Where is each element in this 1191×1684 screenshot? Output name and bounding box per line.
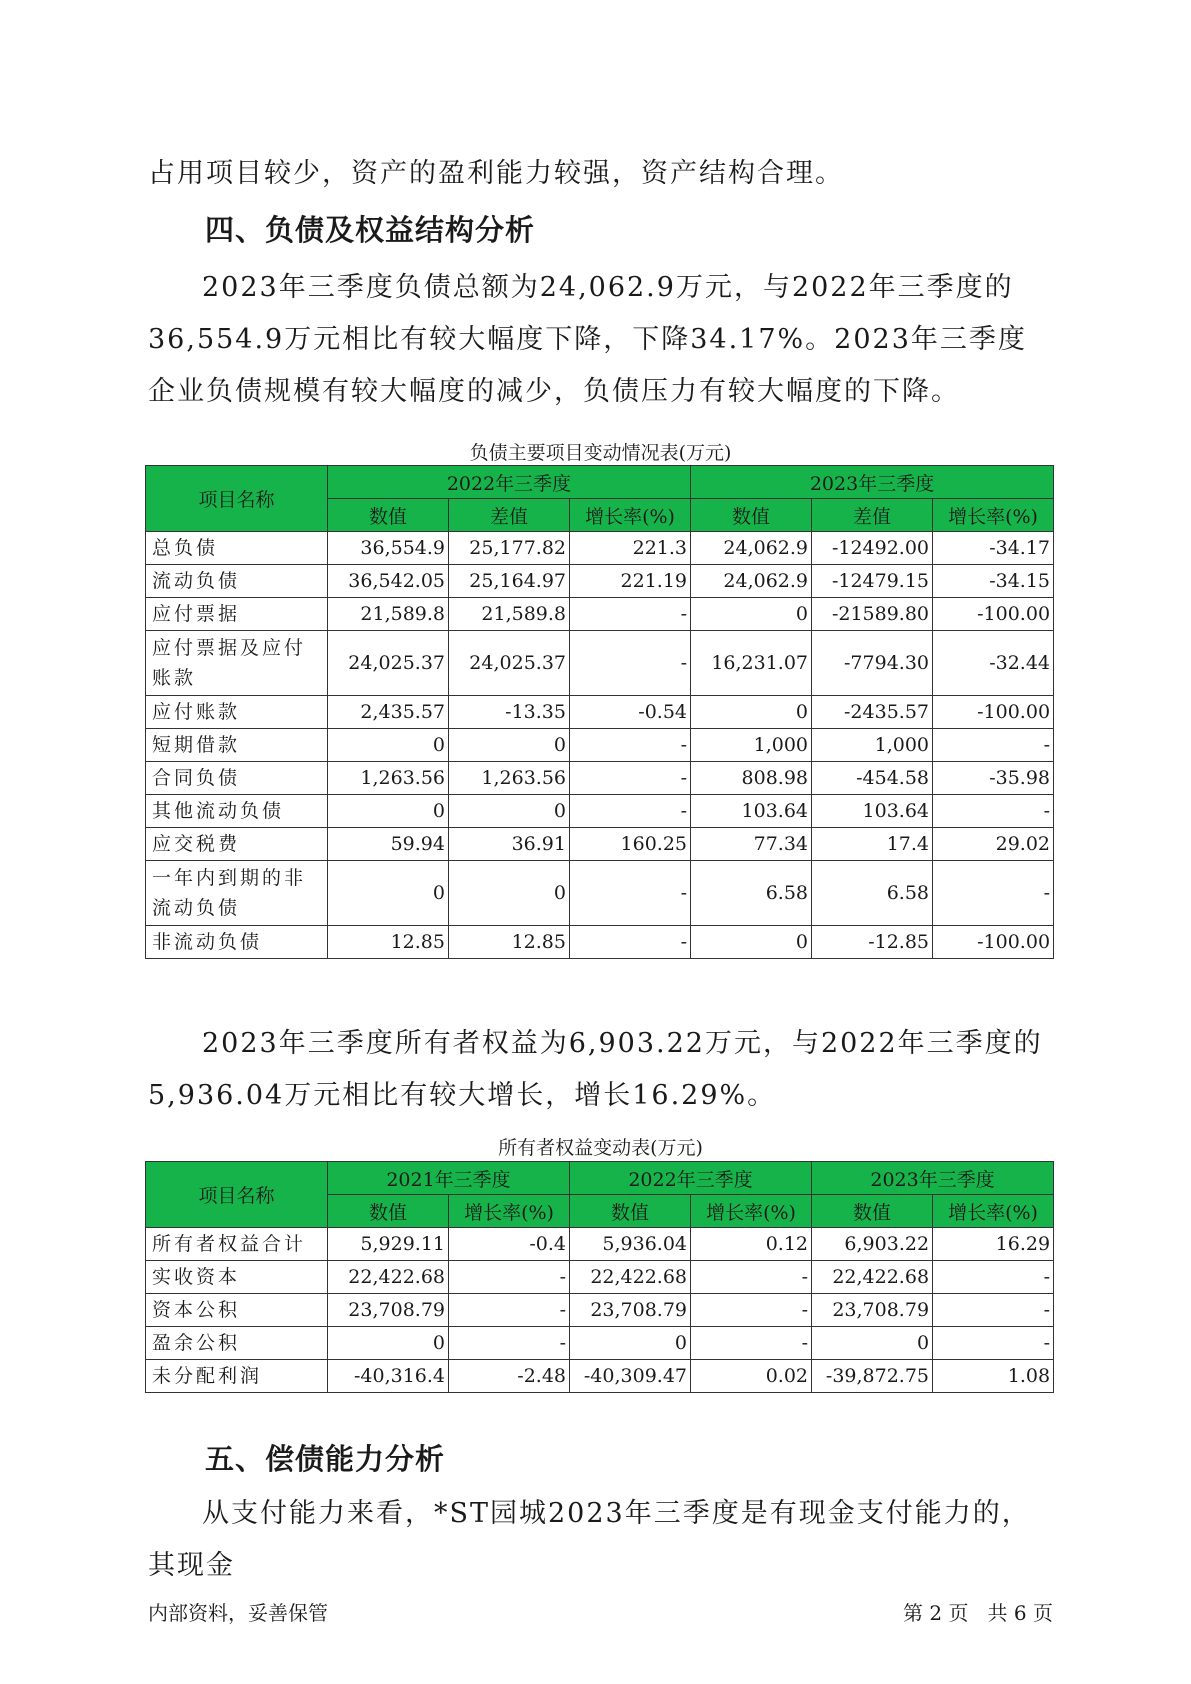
liability-period-header: 2022年三季度: [328, 466, 691, 499]
table-row: [146, 598, 1054, 631]
table-cell: -100.00: [933, 598, 1054, 631]
table-cell: 2,435.57: [328, 696, 449, 729]
table-cell: -: [933, 1327, 1054, 1360]
table-row: [146, 631, 1054, 696]
table-cell: 6.58: [691, 861, 812, 926]
table-cell: 0: [691, 926, 812, 959]
table-cell: 16.29: [933, 1228, 1054, 1261]
table-cell: 36,542.05: [328, 565, 449, 598]
liability-table-caption: 负债主要项目变动情况表(万元): [469, 442, 732, 464]
table-cell: 29.02: [933, 828, 1054, 861]
table-cell: -: [933, 1294, 1054, 1327]
table-cell: 59.94: [328, 828, 449, 861]
row-label: 应付票据及应付账款: [146, 631, 328, 696]
equity-table: [145, 1161, 1054, 1393]
table-cell: -: [691, 1261, 812, 1294]
liability-table-header: [146, 466, 1054, 532]
table-row: [146, 861, 1054, 926]
equity-period-header: 2022年三季度: [570, 1162, 812, 1195]
table-cell: 0: [328, 1327, 449, 1360]
equity-table-header: [146, 1162, 1054, 1228]
table-cell: -454.58: [812, 762, 933, 795]
table-cell: 21,589.8: [328, 598, 449, 631]
table-row: [146, 1228, 1054, 1261]
table-cell: 24,062.9: [691, 532, 812, 565]
table-cell: -2.48: [449, 1360, 570, 1393]
intro-paragraph: 占用项目较少，资产的盈利能力较强，资产结构合理。: [148, 158, 844, 189]
equity-subheader: 数值: [812, 1195, 933, 1228]
table-cell: 17.4: [812, 828, 933, 861]
table-cell: 22,422.68: [328, 1261, 449, 1294]
table-cell: -12479.15: [812, 565, 933, 598]
table-cell: 22,422.68: [570, 1261, 691, 1294]
table-row: [146, 828, 1054, 861]
row-label: 盈余公积: [146, 1327, 328, 1360]
table-cell: 1,000: [691, 729, 812, 762]
table-cell: 808.98: [691, 762, 812, 795]
table-cell: -: [570, 598, 691, 631]
table-cell: 1,263.56: [449, 762, 570, 795]
table-cell: -40,316.4: [328, 1360, 449, 1393]
table-cell: 77.34: [691, 828, 812, 861]
table-cell: 23,708.79: [328, 1294, 449, 1327]
table-cell: -12.85: [812, 926, 933, 959]
table-cell: -: [691, 1294, 812, 1327]
row-label: 应交税费: [146, 828, 328, 861]
table-cell: 24,025.37: [328, 631, 449, 696]
table-cell: -100.00: [933, 926, 1054, 959]
table-cell: -32.44: [933, 631, 1054, 696]
equity-name-header: 项目名称: [146, 1162, 328, 1228]
row-label: 实收资本: [146, 1261, 328, 1294]
table-cell: -: [570, 729, 691, 762]
table-cell: 5,936.04: [570, 1228, 691, 1261]
equity-subheader: 增长率(%): [449, 1195, 570, 1228]
equity-period-header: 2021年三季度: [328, 1162, 570, 1195]
table-cell: -: [933, 795, 1054, 828]
equity-subheader: 数值: [328, 1195, 449, 1228]
liability-period-header: 2023年三季度: [691, 466, 1054, 499]
table-cell: 36.91: [449, 828, 570, 861]
table-cell: 24,062.9: [691, 565, 812, 598]
table-cell: 103.64: [812, 795, 933, 828]
row-label: 应付账款: [146, 696, 328, 729]
table-cell: -: [933, 1261, 1054, 1294]
table-cell: 0: [328, 861, 449, 926]
table-row: [146, 1294, 1054, 1327]
liability-name-header: 项目名称: [146, 466, 328, 532]
table-cell: -39,872.75: [812, 1360, 933, 1393]
row-label: 合同负债: [146, 762, 328, 795]
table-cell: -0.4: [449, 1228, 570, 1261]
liability-subheader: 差值: [812, 499, 933, 532]
section-5-paragraph: 从支付能力来看，*ST园城2023年三季度是有现金支付能力的，其现金: [148, 1498, 1031, 1581]
table-cell: -: [570, 631, 691, 696]
footer-page-number: 第 2 页 共 6 页: [903, 1601, 1053, 1625]
table-row: [146, 1261, 1054, 1294]
table-cell: 36,554.9: [328, 532, 449, 565]
row-label: 未分配利润: [146, 1360, 328, 1393]
row-label: 流动负债: [146, 565, 328, 598]
table-row: [146, 565, 1054, 598]
table-row: [146, 926, 1054, 959]
table-cell: -34.17: [933, 532, 1054, 565]
liability-subheader: 数值: [691, 499, 812, 532]
table-cell: -7794.30: [812, 631, 933, 696]
table-cell: -2435.57: [812, 696, 933, 729]
table-cell: -13.35: [449, 696, 570, 729]
table-cell: -: [691, 1327, 812, 1360]
table-cell: -: [570, 861, 691, 926]
table-cell: -0.54: [570, 696, 691, 729]
table-cell: 23,708.79: [812, 1294, 933, 1327]
liability-subheader: 增长率(%): [570, 499, 691, 532]
table-cell: 0.02: [691, 1360, 812, 1393]
table-cell: 12.85: [449, 926, 570, 959]
table-cell: 103.64: [691, 795, 812, 828]
table-cell: -: [570, 926, 691, 959]
table-cell: 0: [328, 729, 449, 762]
equity-subheader: 增长率(%): [691, 1195, 812, 1228]
table-cell: 0: [812, 1327, 933, 1360]
table-cell: 0: [449, 861, 570, 926]
row-label: 其他流动负债: [146, 795, 328, 828]
liability-subheader: 增长率(%): [933, 499, 1054, 532]
table-cell: 0: [691, 696, 812, 729]
table-cell: -: [449, 1294, 570, 1327]
table-cell: 24,025.37: [449, 631, 570, 696]
footer-confidential-note: 内部资料，妥善保管: [148, 1601, 328, 1625]
equity-subheader: 增长率(%): [933, 1195, 1054, 1228]
table-cell: 1.08: [933, 1360, 1054, 1393]
table-cell: -12492.00: [812, 532, 933, 565]
table-cell: 6,903.22: [812, 1228, 933, 1261]
table-row: [146, 1360, 1054, 1393]
table-cell: 25,177.82: [449, 532, 570, 565]
table-cell: -: [570, 762, 691, 795]
table-cell: 5,929.11: [328, 1228, 449, 1261]
table-row: [146, 532, 1054, 565]
table-cell: 25,164.97: [449, 565, 570, 598]
table-cell: 23,708.79: [570, 1294, 691, 1327]
table-cell: 0: [570, 1327, 691, 1360]
row-label: 短期借款: [146, 729, 328, 762]
table-cell: 21,589.8: [449, 598, 570, 631]
liability-table: [145, 465, 1054, 959]
table-cell: 221.19: [570, 565, 691, 598]
table-cell: 16,231.07: [691, 631, 812, 696]
table-cell: -21589.80: [812, 598, 933, 631]
table-cell: -: [449, 1261, 570, 1294]
section-4-paragraph: 2023年三季度负债总额为24,062.9万元，与2022年三季度的36,554.9万元相比有较大幅度下降，下降34.17%。2023年三季度企业负债规模有较大幅度的减少，负债压力有较大幅度的下降。: [148, 272, 1027, 407]
liability-subheader: 差值: [449, 499, 570, 532]
table-cell: 6.58: [812, 861, 933, 926]
row-label: 所有者权益合计: [146, 1228, 328, 1261]
equity-table-caption: 所有者权益变动表(万元): [498, 1137, 703, 1159]
table-row: [146, 696, 1054, 729]
table-cell: 160.25: [570, 828, 691, 861]
table-row: [146, 729, 1054, 762]
equity-subheader: 数值: [570, 1195, 691, 1228]
table-cell: 12.85: [328, 926, 449, 959]
table-cell: -: [449, 1327, 570, 1360]
equity-period-header: 2023年三季度: [812, 1162, 1054, 1195]
table-row: [146, 1327, 1054, 1360]
table-cell: 0: [691, 598, 812, 631]
row-label: 非流动负债: [146, 926, 328, 959]
table-cell: 22,422.68: [812, 1261, 933, 1294]
table-cell: -40,309.47: [570, 1360, 691, 1393]
table-cell: -: [570, 795, 691, 828]
table-cell: -100.00: [933, 696, 1054, 729]
liability-subheader: 数值: [328, 499, 449, 532]
table-cell: -35.98: [933, 762, 1054, 795]
table-cell: 1,000: [812, 729, 933, 762]
equity-paragraph: 2023年三季度所有者权益为6,903.22万元，与2022年三季度的5,936.04万元相比有较大增长，增长16.29%。: [148, 1028, 1043, 1111]
table-cell: 0: [449, 729, 570, 762]
table-cell: 0.12: [691, 1228, 812, 1261]
table-row: [146, 795, 1054, 828]
table-cell: 0: [449, 795, 570, 828]
table-cell: 0: [328, 795, 449, 828]
table-cell: -: [933, 861, 1054, 926]
row-label: 总负债: [146, 532, 328, 565]
section-5-heading: 五、偿债能力分析: [205, 1442, 446, 1476]
section-4-heading: 四、负债及权益结构分析: [205, 213, 536, 247]
table-cell: -34.15: [933, 565, 1054, 598]
row-label: 资本公积: [146, 1294, 328, 1327]
table-cell: 1,263.56: [328, 762, 449, 795]
row-label: 应付票据: [146, 598, 328, 631]
row-label: 一年内到期的非流动负债: [146, 861, 328, 926]
table-row: [146, 762, 1054, 795]
table-cell: -: [933, 729, 1054, 762]
table-cell: 221.3: [570, 532, 691, 565]
